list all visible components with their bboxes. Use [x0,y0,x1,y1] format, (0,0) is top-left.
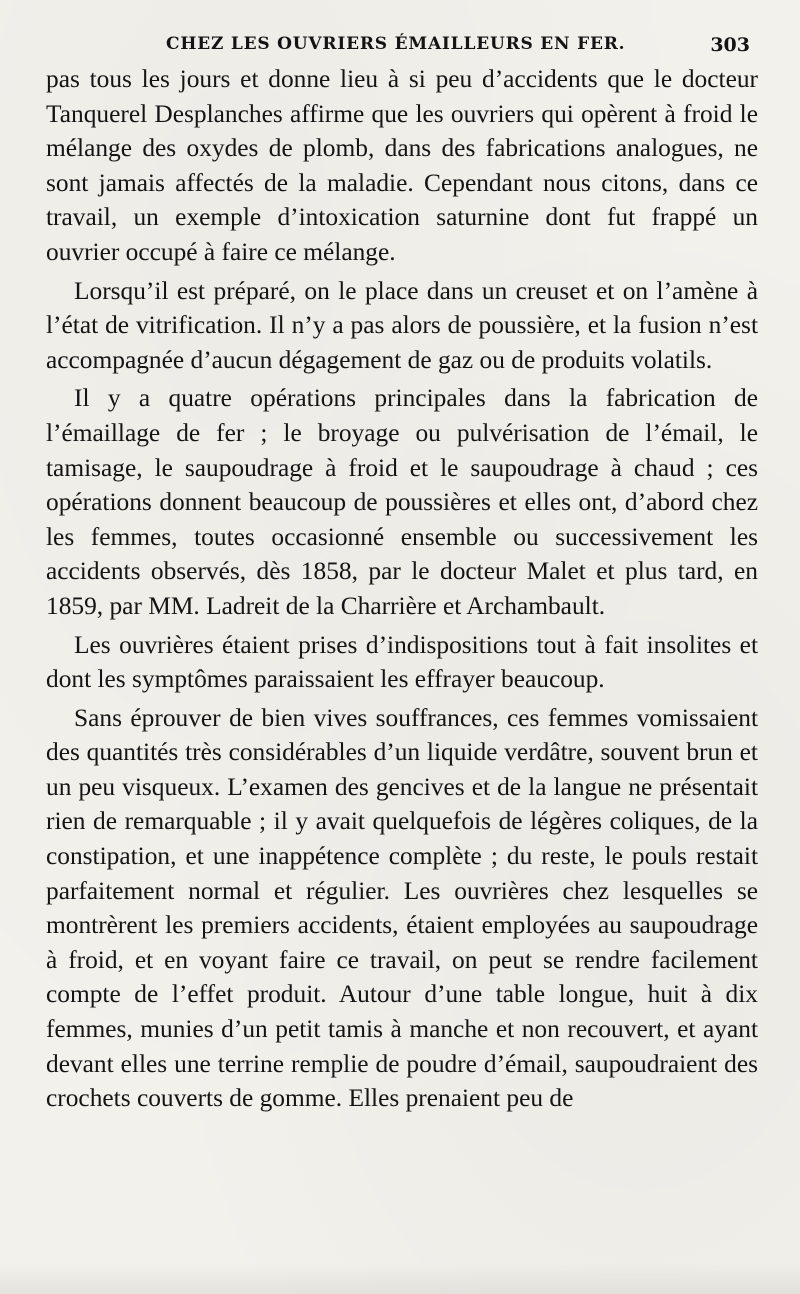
page-number: 303 [710,34,750,56]
paragraph-vitrification: Lorsqu’il est préparé, on le place dans un creuset et on l’amène à l’état de vitrification. Il n’y a pas alors de poussière, et la fusion n’est accompagnée d’aucun dégagement de gaz ou de produits volatils. [46,276,758,374]
body-text [46,62,758,1116]
paragraph-continuation: pas tous les jours et donne lieu à si peu d’accidents que le docteur Tanquerel Desplanches affirme que les ouvriers qui opèrent à froid le mélange des oxydes de plomb, dans des fabrications analogues, ne sont jamais affectés de la maladie. Cependant nous citons, dans ce travail, un exemple d’intoxication saturnine dont fut frappé un ouvrier occupé à faire ce mélange. [46,65,758,266]
paragraph-indispositions: Les ouvrières étaient prises d’indispositions tout à fait insolites et dont les symptômes paraissaient les effrayer beaucoup. [46,630,758,694]
paragraph-operations: Il y a quatre opérations principales dans la fabrication de l’émaillage de fer ; le broyage ou pulvérisation de l’émail, le tamisage, le saupoudrage à froid et le saupoudrage à chaud ; ces opérations donnent beaucoup de poussières et elles ont, d’abord chez les femmes, toutes occasionné ensemble ou successivement les accidents observés, dès 1858, par le docteur Malet et plus tard, en 1859, par MM. Ladreit de la Charrière et Archambault. [46,384,758,620]
page-bottom-shadow [0,1264,800,1294]
paragraph-symptoms: Sans éprouver de bien vives souffrances, ces femmes vomissaient des quantités très considérables d’un liquide verdâtre, souvent brun et un peu visqueux. L’examen des gencives et de la langue ne présentait rien de remarquable ; il y avait quelquefois de légères coliques, de la constipation, et une inappétence complète ; du reste, le pouls restait parfaitement normal et régulier. Les ouvrières chez lesquelles se montrèrent les premiers accidents, étaient employées au saupoudrage à froid, et en voyant faire ce travail, on peut se rendre facilement compte de l’effet produit. Autour d’une table longue, huit à dix femmes, munies d’un petit tamis à manche et non recouvert, et ayant devant elles une terrine remplie de poudre d’émail, saupoudraient des crochets couverts de gomme. Elles prenaient peu de [46,703,758,1113]
running-head [46,22,758,62]
running-title: CHEZ LES OUVRIERS ÉMAILLEURS EN FER. [166,34,626,54]
